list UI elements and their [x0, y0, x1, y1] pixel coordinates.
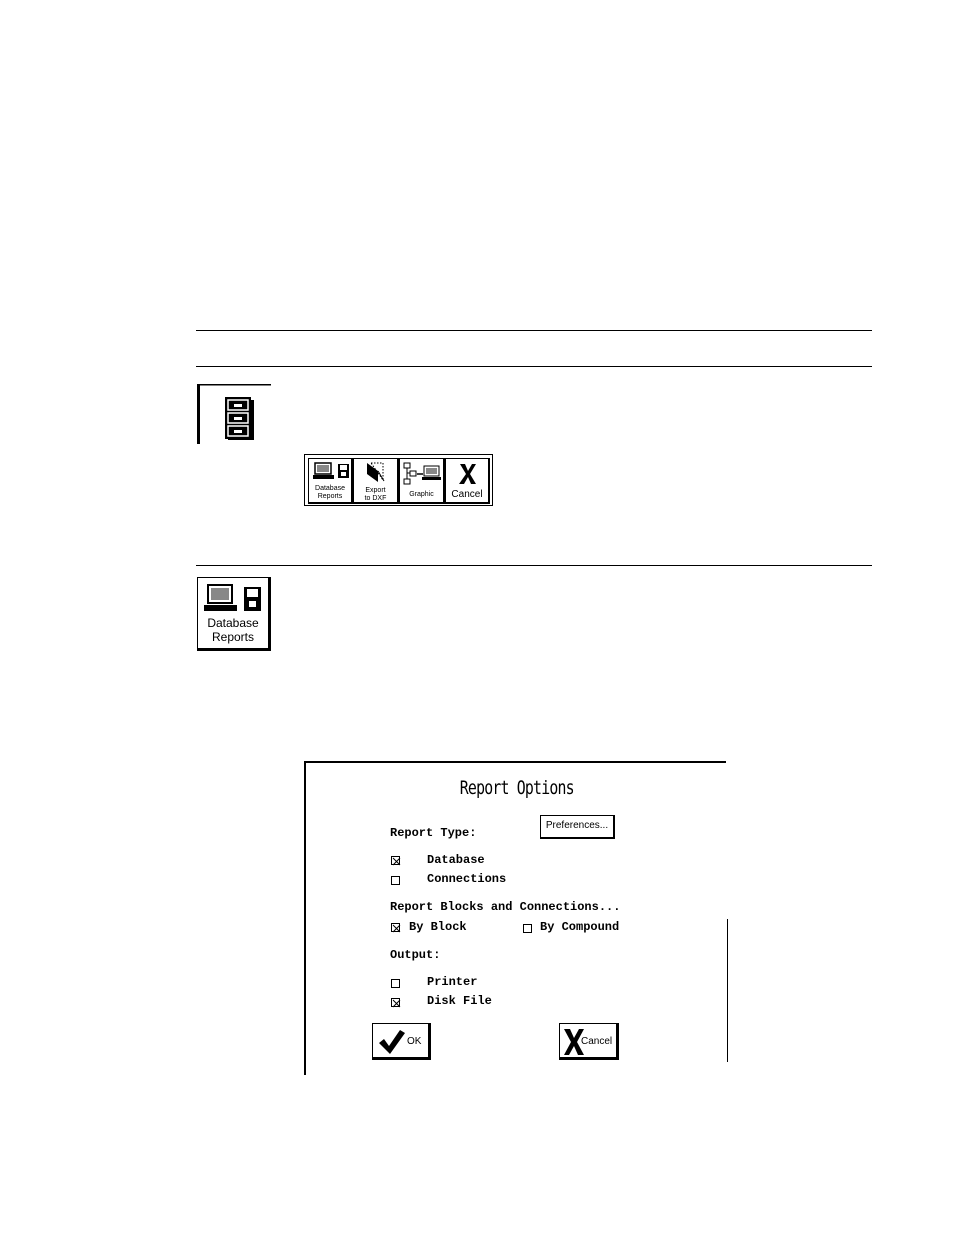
export-dxf-icon [366, 462, 386, 484]
export-dxf-label: Export to DXF [364, 487, 387, 502]
by-block-checkbox[interactable] [391, 923, 400, 932]
by-block-label: By Block [409, 920, 467, 934]
printer-checkbox[interactable] [391, 979, 400, 988]
dialog-title: Report Options [459, 777, 574, 799]
export-dxf-button[interactable] [353, 458, 399, 504]
output-label: Output: [390, 948, 441, 962]
x-icon [458, 462, 478, 486]
connections-checkbox[interactable] [391, 876, 400, 885]
report-options-dialog [304, 761, 730, 1075]
database-reports-button[interactable] [308, 458, 353, 504]
graphic-button[interactable] [399, 458, 445, 504]
database-reports-label: Database Reports [315, 485, 345, 500]
database-option-label: Database [427, 853, 485, 867]
dialog-border-top [304, 761, 726, 763]
dialog-border-left [304, 761, 306, 1075]
preferences-button[interactable]: Preferences... [540, 815, 615, 839]
toolbar-cancel-label: Cancel [451, 489, 483, 500]
graphic-label: Graphic [409, 491, 434, 498]
graphic-flowchart-icon [403, 462, 443, 486]
checkmark-icon [378, 1029, 406, 1055]
cancel-button[interactable] [559, 1023, 619, 1060]
toolbar-cancel-button[interactable] [445, 458, 490, 504]
report-blocks-label: Report Blocks and Connections... [390, 900, 621, 914]
printer-option-label: Printer [427, 975, 478, 989]
connections-option-label: Connections [427, 872, 507, 886]
cancel-label: Cancel [581, 1036, 613, 1047]
report-type-label: Report Type: [390, 826, 477, 840]
check-x-icon [392, 924, 401, 933]
database-reports-large-label: Database Reports [207, 616, 259, 644]
file-cabinet-icon [197, 384, 271, 444]
ok-button[interactable] [372, 1023, 431, 1060]
by-compound-label: By Compound [540, 920, 620, 934]
disk-file-checkbox[interactable] [391, 998, 400, 1007]
disk-file-option-label: Disk File [427, 994, 492, 1008]
database-checkbox[interactable] [391, 856, 400, 865]
ok-label: OK [407, 1036, 422, 1047]
check-x-icon [392, 857, 401, 866]
dialog-border-right [727, 919, 728, 1062]
check-x-icon [392, 999, 401, 1008]
divider-2 [196, 366, 872, 367]
database-reports-large-button[interactable] [197, 577, 271, 651]
by-compound-checkbox[interactable] [523, 924, 532, 933]
report-toolbar [304, 454, 493, 506]
computer-disk-icon [204, 584, 266, 614]
divider-1 [196, 330, 872, 331]
divider-3 [196, 565, 872, 566]
computer-disk-icon [313, 462, 351, 482]
